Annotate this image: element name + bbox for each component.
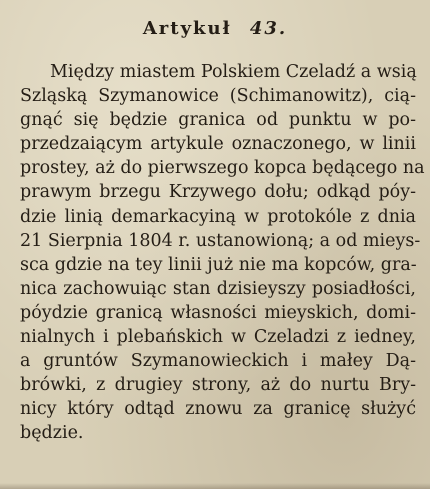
body-line: Szląską Szymanowice (Schimanowitz), cią- [20,86,416,107]
article-heading [0,18,430,39]
body-line: gnąć się będzie granica od punktu w po- [20,110,416,131]
body-line: brówki, z drugiey strony, aż do nurtu Bry- [20,375,416,396]
article-heading-number: 43. [249,18,288,39]
body-line: póydzie granicą własności mieyskich, domi- [20,302,416,323]
body-line: będzie. [20,423,84,444]
article-heading-word: Artykuł [142,18,232,39]
page-edge-shadow [0,483,430,489]
body-line: nialnych i plebańskich w Czeladzi z iedney, [20,327,416,348]
body-line: 21 Sierpnia 1804 r. ustanowioną; a od mieys- [20,230,421,251]
body-line: nica zachowuiąc stan dzisieyszy posiadłości, [20,278,416,299]
body-line: dzie linią demarkacyiną w protokóle z dnia [20,206,416,227]
body-line: sca gdzie na tey linii już nie ma kopców, gra- [20,254,417,275]
article-body [20,60,425,446]
body-line: przedzaiącym artykule oznaczonego, w linii [20,134,416,155]
body-line: prawym brzegu Krzywego dołu; odkąd póy- [20,182,416,203]
body-line: a gruntów Szymanowieckich i małey Dą- [20,351,416,372]
body-line: Między miastem Polskiem Czeladź a wsią [50,62,417,82]
body-line: prostey, aż do pierwszego kopca będącego na [20,158,425,179]
body-line: nicy który odtąd znowu za granicę służyć [20,399,416,420]
